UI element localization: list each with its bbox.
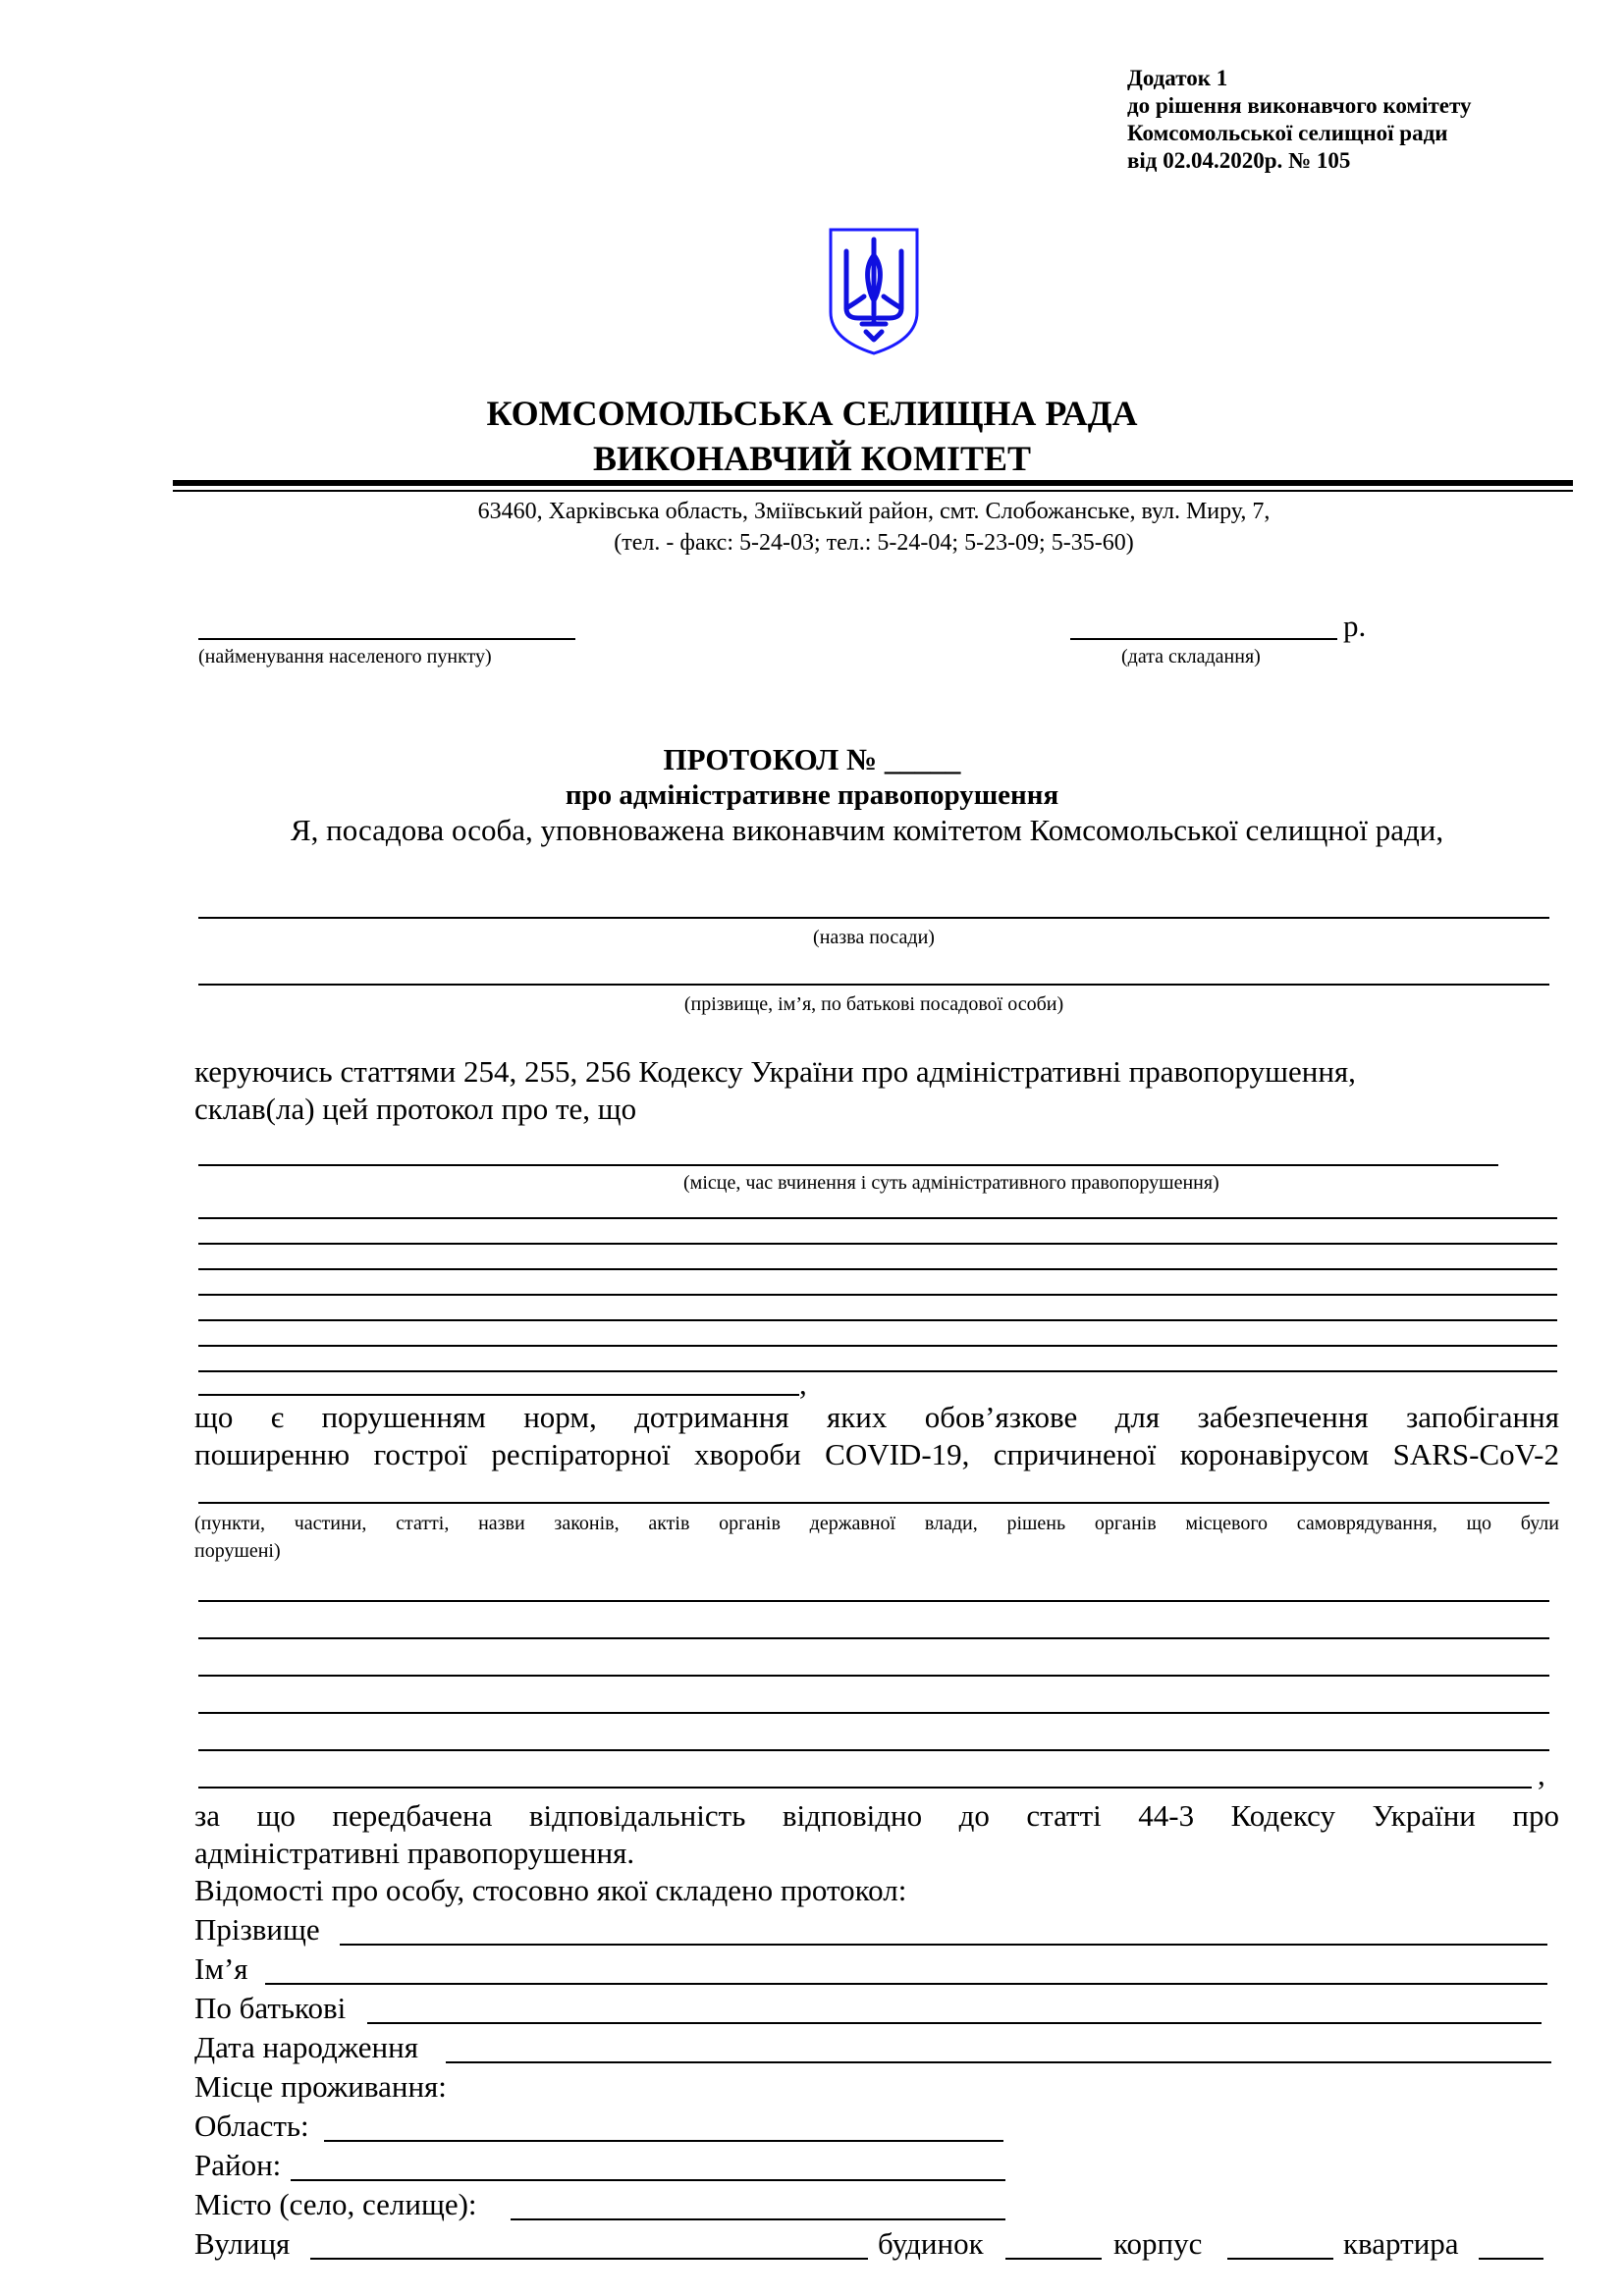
position-caption: (назва посади) (813, 927, 935, 948)
offense-line[interactable] (198, 1217, 1557, 1219)
building-label: корпус (1113, 2226, 1203, 2261)
norms-line[interactable] (198, 1637, 1549, 1639)
place-caption: (найменування населеного пункту) (198, 646, 492, 667)
norms-line[interactable] (198, 1749, 1549, 1751)
norms-line[interactable] (198, 1712, 1549, 1714)
building-field[interactable] (1227, 2258, 1333, 2260)
district-field[interactable] (291, 2179, 1005, 2181)
surname-field[interactable] (340, 1944, 1547, 1946)
header-rule (173, 480, 1573, 486)
coat-of-arms-icon (827, 226, 921, 357)
person-header: Відомості про особу, стосовно якої складено протокол: (194, 1873, 907, 1907)
protocol-title: ПРОТОКОЛ № _____ (663, 742, 961, 776)
date-caption: (дата складання) (1121, 646, 1261, 667)
committee-name: ВИКОНАВЧИЙ КОМІТЕТ (592, 439, 1032, 478)
date-field[interactable] (1070, 638, 1337, 640)
norms-line[interactable] (198, 1600, 1549, 1602)
house-field[interactable] (1005, 2258, 1102, 2260)
offense-caption: (місце, час вчинення і суть адміністративного правопорушення) (683, 1172, 1219, 1194)
header-rule-thin (173, 490, 1573, 492)
protocol-subtitle: про адміністративне правопорушення (565, 779, 1059, 811)
offense-line[interactable] (198, 1268, 1557, 1270)
district-label: Район: (194, 2148, 282, 2182)
offense-line[interactable] (198, 1319, 1557, 1321)
liability-text: адміністративні правопорушення. (194, 1836, 635, 1870)
comma: , (1538, 1757, 1545, 1791)
date-suffix: р. (1343, 609, 1367, 643)
violation-text: що є порушенням норм, дотримання яких обов’язкове для забезпечення запобігання (194, 1400, 1559, 1434)
official-name-field[interactable] (198, 984, 1549, 986)
violation-text: поширенню гострої респіраторної хвороби COVID-19, спричиненої коронавірусом SARS-CoV-2 (194, 1437, 1559, 1471)
norms-caption-line: порушені) (194, 1540, 281, 1562)
appendix-line: до рішення виконавчого комітету (1127, 93, 1472, 118)
city-label: Місто (село, селище): (194, 2187, 477, 2221)
offense-line[interactable] (198, 1243, 1557, 1245)
name-label: Ім’я (194, 1951, 248, 1986)
basis-text: склав(ла) цей протокол про те, що (194, 1092, 637, 1126)
city-field[interactable] (511, 2218, 1005, 2220)
norms-field[interactable] (198, 1502, 1549, 1504)
birth-date-label: Дата народження (194, 2030, 418, 2064)
address-line: 63460, Харківська область, Зміївський район, смт. Слобожанське, вул. Миру, 7, (477, 499, 1271, 524)
apartment-field[interactable] (1479, 2258, 1543, 2260)
appendix-line: від 02.04.2020р. № 105 (1127, 148, 1351, 173)
official-name-caption: (прізвище, ім’я, по батькові посадової особи) (683, 993, 1064, 1015)
street-field[interactable] (310, 2258, 868, 2260)
liability-text: за що передбачена відповідальність відповідно до статті 44-3 Кодексу України про (194, 1798, 1559, 1833)
offense-line[interactable] (198, 1394, 799, 1396)
contacts-line: (тел. - факс: 5-24-03; тел.: 5-24-04; 5-23-09; 5-35-60) (614, 530, 1134, 556)
norms-line[interactable] (198, 1675, 1549, 1677)
norms-line[interactable] (198, 1787, 1532, 1789)
intro-text: Я, посадова особа, уповноважена виконавчим комітетом Комсомольської селищної ради, (291, 813, 1444, 847)
appendix-line: Комсомольської селищної ради (1127, 121, 1448, 145)
patronymic-label: По батькові (194, 1991, 347, 2025)
appendix-line: Додаток 1 (1127, 66, 1228, 90)
street-label: Вулиця (194, 2226, 291, 2261)
offense-line[interactable] (198, 1370, 1557, 1372)
patronymic-field[interactable] (367, 2022, 1542, 2024)
residence-label: Місце проживання: (194, 2069, 447, 2104)
birth-date-field[interactable] (446, 2061, 1551, 2063)
basis-text: керуючись статтями 254, 255, 256 Кодексу України про адміністративні правопорушення, (194, 1054, 1356, 1089)
name-field[interactable] (265, 1983, 1547, 1985)
surname-label: Прізвище (194, 1912, 320, 1947)
place-field[interactable] (198, 638, 575, 640)
norms-caption-line: (пункти, частини, статті, назви законів, актів органів державної влади, рішень органів місцевого самоврядування, що були (194, 1513, 1559, 1534)
comma: , (799, 1366, 807, 1401)
organization-name: КОМСОМОЛЬСЬКА СЕЛИЩНА РАДА (486, 394, 1138, 433)
apartment-label: квартира (1343, 2226, 1459, 2261)
offense-line[interactable] (198, 1345, 1557, 1347)
house-label: будинок (878, 2226, 984, 2261)
position-field[interactable] (198, 917, 1549, 919)
norms-caption (194, 1510, 1559, 1565)
offense-line[interactable] (198, 1294, 1557, 1296)
appendix-block (1127, 65, 1471, 175)
offense-field[interactable] (198, 1164, 1498, 1166)
region-field[interactable] (324, 2140, 1003, 2142)
region-label: Область: (194, 2109, 309, 2143)
